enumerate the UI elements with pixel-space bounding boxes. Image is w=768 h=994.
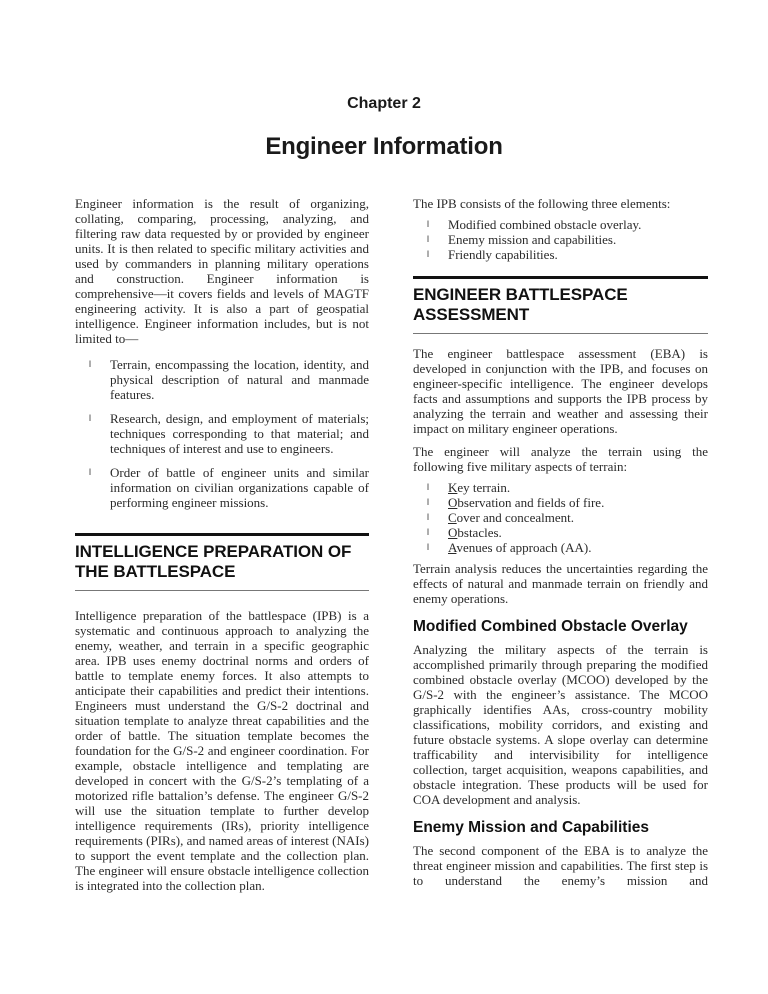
bullet-icon: l xyxy=(89,413,91,423)
list-item: l Terrain, encompassing the location, identity, and physical description of natural and manmade features. xyxy=(89,357,369,402)
mcoo-paragraph: Analyzing the military aspects of the terrain is accomplished primarily through preparing the modified combined obstacle overlay (MCOO) developed by the G/S-2 with the engineer’s assistance. The MCOO graphically identifies AAs, cross-country mobility classifications, mobility corridors, and existing and future obstacle systems. A slope overlay can determine trafficability and intervisibility for intelligence collection, target acquisition, weapons capabilities, and obstacle integration. These products will be used for COA development and analysis. xyxy=(413,642,708,807)
section-rule-bottom xyxy=(75,590,369,591)
terrain-aspects-list xyxy=(413,480,708,555)
bullet-icon: l xyxy=(89,467,91,477)
list-item: l Avenues of approach (AA). xyxy=(427,540,592,555)
bullet-icon: l xyxy=(89,359,91,369)
section-heading-ipb: INTELLIGENCE PREPARATION OF THE BATTLESPACE xyxy=(75,542,352,581)
list-item: l Friendly capabilities. xyxy=(427,247,558,262)
bullet-icon: l xyxy=(427,512,429,522)
list-item: l Order of battle of engineer units and similar information on civilian organizations capable of performing engineer missions. xyxy=(89,465,369,510)
ipb-elements-intro: The IPB consists of the following three elements: xyxy=(413,196,671,211)
subheading-mcoo: Modified Combined Obstacle Overlay xyxy=(413,618,688,635)
list-item: l Cover and concealment. xyxy=(427,510,574,525)
engineer-info-list xyxy=(75,357,369,510)
eba-paragraph: The engineer battlespace assessment (EBA) is developed in conjunction with the IPB, and focuses on engineer-specific intelligence. The engineer develops facts and assumptions and supports the IPB process by analyzing the terrain and weather and assessing their impact on military engineer operations. xyxy=(413,346,708,436)
right-column xyxy=(413,196,708,888)
list-item: l Key terrain. xyxy=(427,480,511,495)
list-item: l Modified combined obstacle overlay. xyxy=(427,217,642,232)
section-rule-top xyxy=(75,533,369,536)
list-item: l Observation and fields of fire. xyxy=(427,495,605,510)
terrain-intro: The engineer will analyze the terrain using the following five military aspects of terrain: xyxy=(413,444,708,474)
subheading-enemy-mission: Enemy Mission and Capabilities xyxy=(413,819,650,836)
list-item: l Research, design, and employment of materials; techniques corresponding to that material; and techniques of interest and use to engineers. xyxy=(89,411,369,456)
intro-paragraph: Engineer information is the result of organizing, collating, comparing, processing, analyzing, and filtering raw data requested by or provided by engineer units. It is then related to specific military activities and used by commanders in planning military operations and construction. Engineer information is comprehensive—it covers fields and levels of MAGTF engineering activity. It is also a part of geospatial intelligence. Engineer information includes, but is not limited to— xyxy=(75,196,369,346)
list-item: l Obstacles. xyxy=(427,525,502,540)
bullet-icon: l xyxy=(427,527,429,537)
bullet-icon: l xyxy=(427,234,429,244)
bullet-icon: l xyxy=(427,219,429,229)
chapter-label: Chapter 2 xyxy=(347,95,421,112)
section-rule-top xyxy=(413,276,708,279)
bullet-icon: l xyxy=(427,497,429,507)
terrain-summary: Terrain analysis reduces the uncertainties regarding the effects of natural and manmade terrain on friendly and enemy operations. xyxy=(413,561,708,606)
section-rule-bottom xyxy=(413,333,708,334)
ipb-paragraph: Intelligence preparation of the battlespace (IPB) is a systematic and continuous approach to analyzing the enemy, weather, and terrain in a specific geographic area. IPB uses enemy doctrinal norms and orders of battle to template enemy forces. It also attempts to anticipate their capabilities and predict their intentions. Engineers must understand the G/S-2 doctrinal and situation template to analyze threat capabilities and the order of battle. The situation template becomes the foundation for the G/S-2 and engineer coordination. For example, obstacle intelligence and templating are developed in concert with the G/S-2’s templating of a motorized rifle battalion’s defense. The engineer G/S-2 will use the situation template to further develop intelligence requirements (IRs), priority intelligence requirements (PIRs), and named areas of interest (NAIs) to support the event template and the collection plan. The engineer will ensure obstacle intelligence collection is integrated into the collection plan. xyxy=(75,608,369,893)
left-column xyxy=(75,196,369,893)
list-item: l Enemy mission and capabilities. xyxy=(427,232,617,247)
enemy-paragraph: The second component of the EBA is to analyze the threat engineer mission and capabilities. The first step is to understand the enemy’s mission and xyxy=(413,843,708,888)
bullet-icon: l xyxy=(427,482,429,492)
ipb-elements-list xyxy=(413,217,708,262)
chapter-title: Engineer Information xyxy=(265,133,503,160)
section-heading-eba: ENGINEER BATTLESPACE ASSESSMENT xyxy=(413,285,628,324)
bullet-icon: l xyxy=(427,249,429,259)
bullet-icon: l xyxy=(427,542,429,552)
